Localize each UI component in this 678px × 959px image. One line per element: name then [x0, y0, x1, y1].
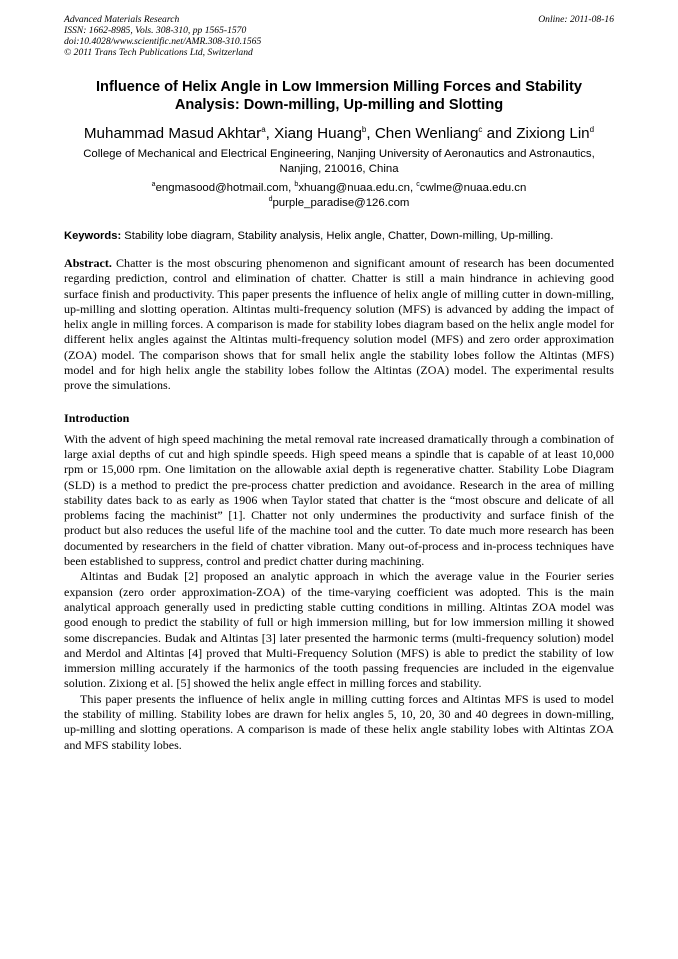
author-4-affil-mark: d — [589, 124, 595, 134]
email-mark-c: c — [416, 181, 420, 189]
doi-line: doi:10.4028/www.scientific.net/AMR.308-310.1565 — [64, 36, 262, 47]
email-line-1 — [80, 181, 598, 196]
author-4: Zixiong Lin — [516, 125, 590, 142]
email-mark-a: a — [151, 181, 156, 189]
author-2: Xiang Huang — [274, 125, 362, 142]
intro-paragraph-3: This paper presents the influence of helix angle in milling cutting forces and Altintas MFS is used to model the stability of milling. Stability lobes are drawn for helix angles 5, 10, 20, 30 and 40 degrees in down-milling, up-milling and slotting operations. A comparison is made of these helix angle stability lobes with Altintas ZOA and MFS stability lobes. — [64, 691, 614, 752]
keywords — [64, 229, 614, 244]
online-date: Online: 2011-08-16 — [538, 14, 614, 25]
intro-paragraph-1: With the advent of high speed machining the metal removal rate increased dramatically through a combination of large axial depths of cut and high spindle speeds. High speed means a spindle that is capable of at least 10,000 rpm or 15,000 rpm. One limitation on the allowable axial depth is regenerative chatter. Stability Lobe Diagram (SLD) is a method to predict the pre-process chatter prediction and avoidance. Research in the area of milling stability dates back to as early as 1906 when Taylor stated that chatter is the “most obscure and delicate of all problems facing the machinist” [1]. Chatter not only undermines the productivity and surface finish of the product but also reduces the useful life of the machine tool and the cutter. To date much more research has been documented by researchers in the field of chatter vibration. Many out-of-process and in-process techniques have been established to suppress, control and predict chatter during machining. — [64, 431, 614, 569]
abstract — [64, 256, 614, 394]
author-2-affil-mark: b — [361, 124, 367, 134]
author-separator: , — [366, 125, 375, 142]
title-line-2: Analysis: Down-milling, Up-milling and Slotting — [174, 97, 504, 113]
email-mark-b: b — [294, 181, 299, 189]
paper-page — [64, 14, 614, 753]
author-1: Muhammad Masud Akhtar — [83, 125, 262, 142]
email-b: xhuang@nuaa.edu.cn, — [298, 182, 417, 194]
abstract-label: Abstract. — [64, 256, 112, 270]
journal-name: Advanced Materials Research — [64, 14, 180, 25]
email-list — [80, 181, 598, 211]
email-mark-d: d — [268, 196, 273, 204]
author-conjunction: and — [482, 125, 517, 142]
affiliation-block — [64, 147, 614, 211]
email-c: cwlme@nuaa.edu.cn — [419, 182, 527, 194]
author-3-affil-mark: c — [478, 124, 483, 134]
email-d: purple_paradise@126.com — [272, 197, 410, 209]
email-a: engmasood@hotmail.com, — [155, 182, 295, 194]
title-line-1: Influence of Helix Angle in Low Immersion Milling Forces and Stability — [96, 79, 582, 95]
issn-line: ISSN: 1662-8985, Vols. 308-310, pp 1565-1570 — [64, 25, 247, 36]
author-1-affil-mark: a — [261, 124, 266, 134]
intro-paragraph-2: Altintas and Budak [2] proposed an analytic approach in which the average value in the Fourier series expansion (zero order approximation-ZOA) of the time-varying coefficient was adopted. This is the main analytical approach generally used in predicting stable cutting conditions in milling. Altintas ZOA model was good enough to predict the stability of full or high immersion milling, but for low immersion milling it showed some discrepancies. Budak and Altintas [3] later presented the harmonic terms (multi-frequency solution) model and Merdol and Altintas [4] proved that Multi-Frequency Solution (MFS) is able to predict the stability of low immersion milling accurately if the harmonics of the tooth passing frequencies are included in the eigenvalue solution. Zixiong et al. [5] showed the helix angle effect in milling forces and stability. — [64, 569, 614, 691]
author-3: Chen Wenliang — [374, 125, 479, 142]
journal-header — [64, 14, 614, 58]
email-line-2 — [80, 196, 598, 211]
abstract-text: Chatter is the most obscuring phenomenon and significant amount of research has been documented regarding prediction, control and elimination of chatter. Chatter is still a main hindrance in achieving good surface finish and productivity. This paper presents the influence of helix angle of milling cutter in down-milling, up-milling and slotting operation. Altintas multi-frequency solution (MFS) is advanced by adding the impact of helix angle in milling forces. A comparison is made for stability lobes diagram based on the helix angle model for different helix angles against the Altintas multi-frequency solution model (MFS) and zero order approximation (ZOA) model. The comparison shows that for small helix angle the stability lobes follow the Altintas (MFS) model and for high helix angle the stability lobes follow the Altintas (ZOA) model. The experimental results prove the simulations. — [64, 256, 614, 393]
author-list — [64, 124, 614, 144]
keywords-label: Keywords: — [64, 230, 122, 242]
author-separator: , — [265, 125, 275, 142]
affiliation: College of Mechanical and Electrical Engineering, Nanjing University of Aeronautics and Astronautics, Nanjing, 210016, China — [83, 148, 595, 175]
paper-title — [64, 78, 614, 114]
copyright-line: © 2011 Trans Tech Publications Ltd, Switzerland — [64, 47, 253, 58]
section-heading-introduction: Introduction — [64, 410, 130, 425]
keywords-text: Stability lobe diagram, Stability analysis, Helix angle, Chatter, Down-milling, Up-milling. — [121, 230, 554, 242]
